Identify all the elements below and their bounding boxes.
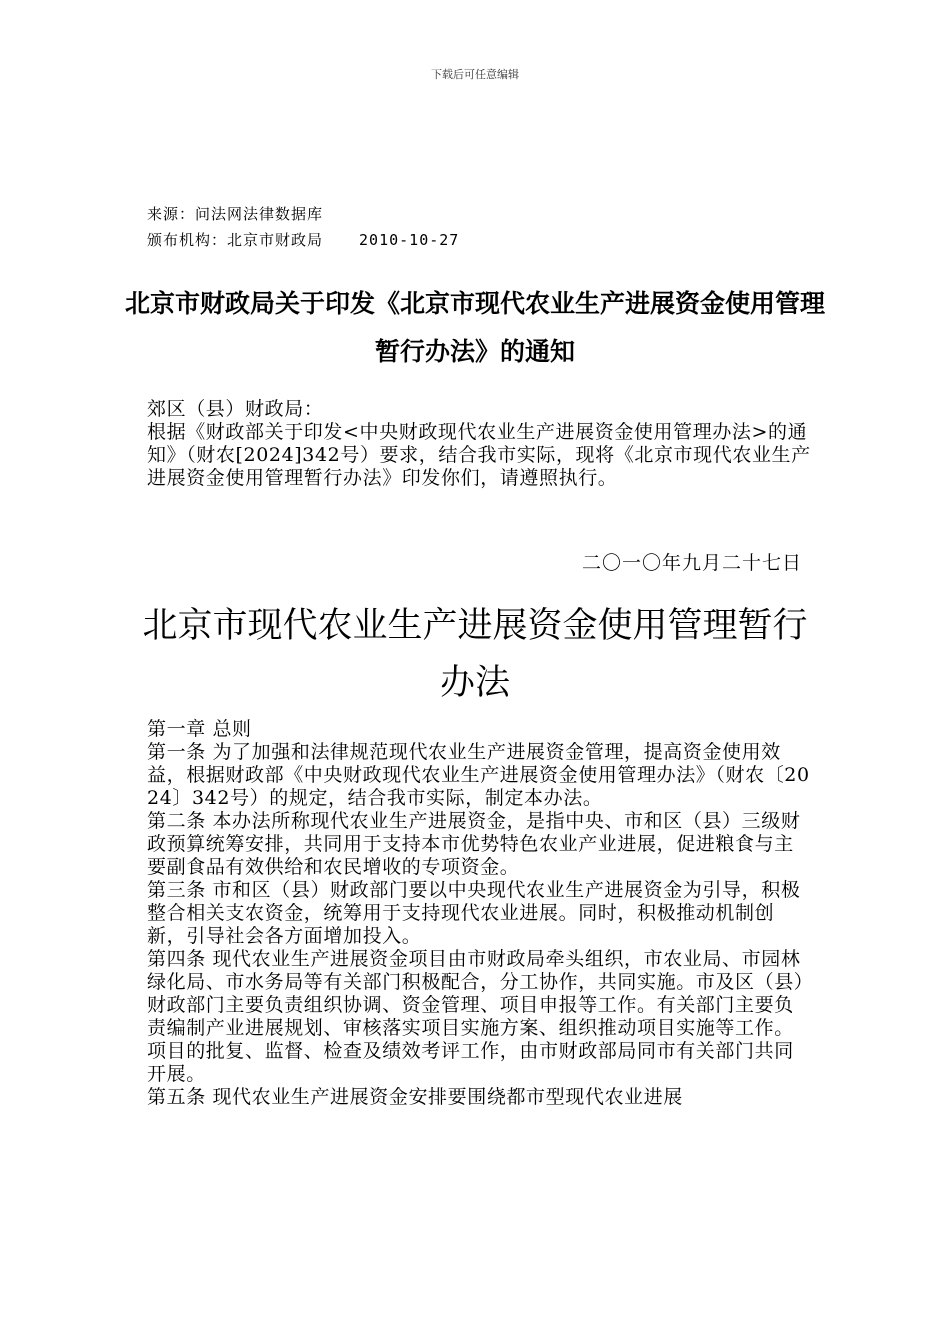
article-1: 第一条 为了加强和法律规范现代农业生产进展资金管理，提高资金使用效益，根据财政部《中央财政现代农业生产进展资金使用管理办法》（财农〔2024〕342号）的规定，结合我市实际，制定本办法。 [147,741,810,809]
notice-sign-date: 二〇一〇年九月二十七日 [581,552,802,574]
article-list [147,741,812,1109]
page-header-note: 下载后可任意编辑 [431,68,519,81]
article-4: 第四条 现代农业生产进展资金项目由市财政局牵头组织，市农业局、市园林绿化局、市水务局等有关部门积极配合，分工协作，共同实施。市及区（县）财政部门主要负责组织协调、资金管理、项目申报等工作。有关部门主要负责编制产业进展规划、审核落实项目实施方案、组织推动项目实施等工作。项目的批复、监督、检查及绩效考评工作，由市财政部局同市有关部门共同开展。 [147,948,804,1085]
notice-body: 根据《财政部关于印发<中央财政现代农业生产进展资金使用管理办法>的通知》（财农[2024]342号）要求，结合我市实际，现将《北京市现代农业生产进展资金使用管理暂行办法》印发你们，请遵照执行。 [147,421,811,489]
issuer-line [147,229,459,250]
issuer-name: 颁布机构：北京市财政局 [147,231,324,249]
article-3: 第三条 市和区（县）财政部门要以中央现代农业生产进展资金为引导，积极整合相关支农资金，统筹用于支持现代农业进展。同时，积极推动机制创新，引导社会各方面增加投入。 [147,879,801,947]
notice-title: 北京市财政局关于印发《北京市现代农业生产进展资金使用管理暂行办法》的通知 [124,289,825,366]
rules-title: 北京市现代农业生产进展资金使用管理暂行办法 [142,606,808,703]
article-5: 第五条 现代农业生产进展资金安排要围绕都市型现代农业进展 [147,1086,683,1108]
article-2: 第二条 本办法所称现代农业生产进展资金，是指中央、市和区（县）三级财政预算统筹安排，共同用于支持本市优势特色农业产业进展，促进粮食与主要副食品有效供给和农民增收的专项资金。 [147,810,801,878]
source-line: 来源：问法网法律数据库 [147,205,324,223]
notice-addressee: 郊区（县）财政局： [147,398,324,420]
issue-date: 2010-10-27 [359,231,460,249]
chapter-heading: 第一章 总则 [147,718,252,740]
